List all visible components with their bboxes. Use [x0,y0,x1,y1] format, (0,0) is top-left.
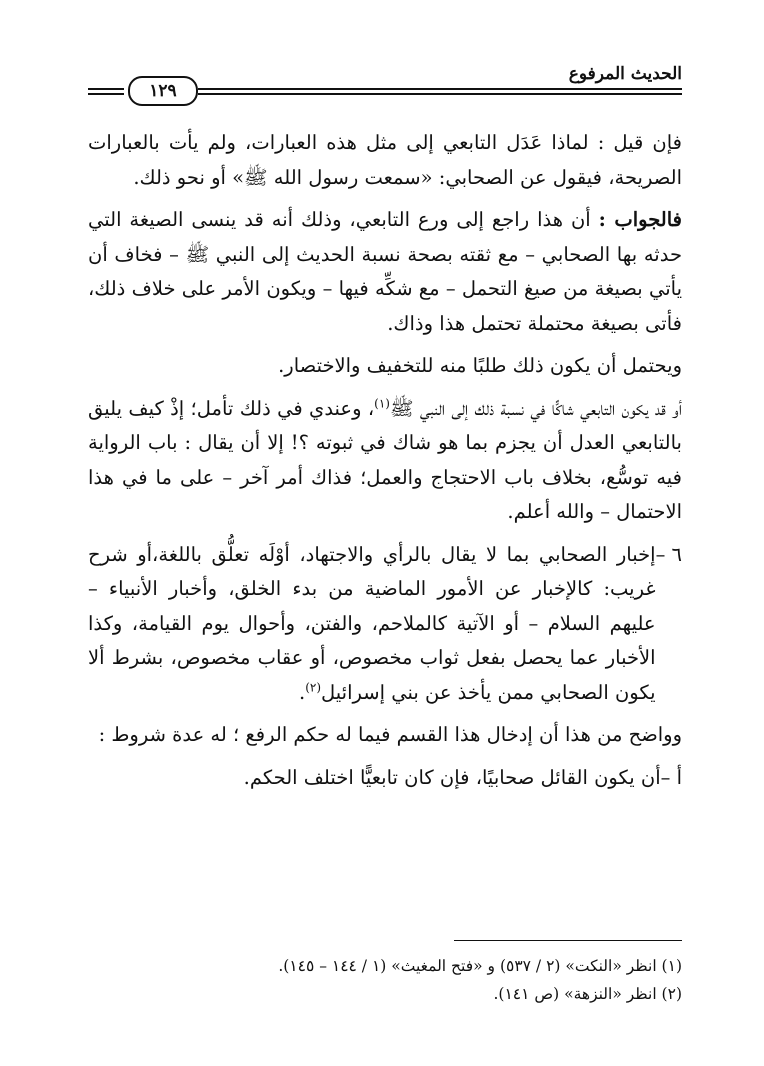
page-header [88,62,682,102]
doubt-text-a: أو قد يكون التابعي شاكًّا في نسبة ذلك إلى النبي ﷺ [389,396,682,420]
list-number: ٦ – [655,542,682,566]
answer-text: أن هذا راجع إلى ورع التابعي، وذلك أنه قد ينسى الصيغة التي حدثه بها الصحابي – مع ثقته بصحة نسبة الحديث إلى النبي ﷺ – فخاف أن يأتي بصيغة من صيغ التحمل – مع شكِّه فيها – ويكون الأمر على خلاف ذلك، فأتى بصيغة محتملة تحتمل هذا وذاك. [88,208,682,335]
list-item-a [88,761,682,796]
list-letter: أ – [660,765,682,789]
footnote-separator [454,940,682,941]
list-item-text [88,538,656,711]
footnote-1: (١) انظر «النكت» (٢ / ٥٣٧) و «فتح المغيث» (١ / ١٤٤ – ١٤٥). [278,957,682,975]
header-rule [198,93,682,95]
doubt-text-b: ، وعندي في ذلك تأمل؛ إذْ كيف يليق بالتابعي العدل أن يجزم بما هو شاك في ثبوته ؟! إلا أن يقال : باب الرواية فيه توسُّع، بخلاف باب الاحتجاج والعمل؛ فذاك أمر آخر – على ما في هذا الاحتمال – والله أعلم. [88,396,682,523]
running-title: الحديث المرفوع [568,64,682,84]
list-item-6 [88,538,682,711]
item6-end: . [298,680,306,704]
footnotes [88,952,682,1008]
item6-text: إخبار الصحابي بما لا يقال بالرأي والاجتهاد، أوْلَه تعلُّق باللغة،أو شرح غريب: كالإخبار عن الأمور الماضية من بدء الخلق، وأخبار الأنبياء – عليهم السلام – أو الآتية كالملاحم، والفتن، وأحوال يوم القيامة، وكذا الأخبار عما يحصل بفعل ثواب مخصوص، أو عقاب مخصوص، بشرط ألا يكون الصحابي ممن يأخذ عن بني إسرائيل [88,542,656,704]
header-rule-short [88,93,124,95]
footnote-2: (٢) انظر «النزهة» (ص ١٤١). [493,985,682,1003]
paragraph-conditions: وواضح من هذا أن إدخال هذا القسم فيما له حكم الرفع ؛ له عدة شروط : [98,723,682,746]
main-text [88,126,682,795]
header-rule-short [88,88,124,90]
paragraph-answer [88,203,682,341]
paragraph-possibility: ويحتمل أن يكون ذلك طلبًا منه للتخفيف والاختصار. [278,354,682,377]
paragraph-question: فإن قيل : لماذا عَدَل التابعي إلى مثل هذه العبارات، ولم يأت بالعبارات الصريحة، فيقول عن الصحابي: «سمعت رسول الله ﷺ» أو نحو ذلك. [88,131,682,189]
answer-label: فالجواب : [598,208,682,231]
footnote-ref-1[interactable]: (١) [374,396,390,410]
header-rule [198,88,682,90]
list-item-text: أن يكون القائل صحابيًا، فإن كان تابعيًّا اختلف الحكم. [243,765,661,789]
page-number: ١٢٩ [128,76,198,106]
footnote-ref-2[interactable]: (٢) [305,680,322,694]
paragraph-doubt [88,392,682,530]
